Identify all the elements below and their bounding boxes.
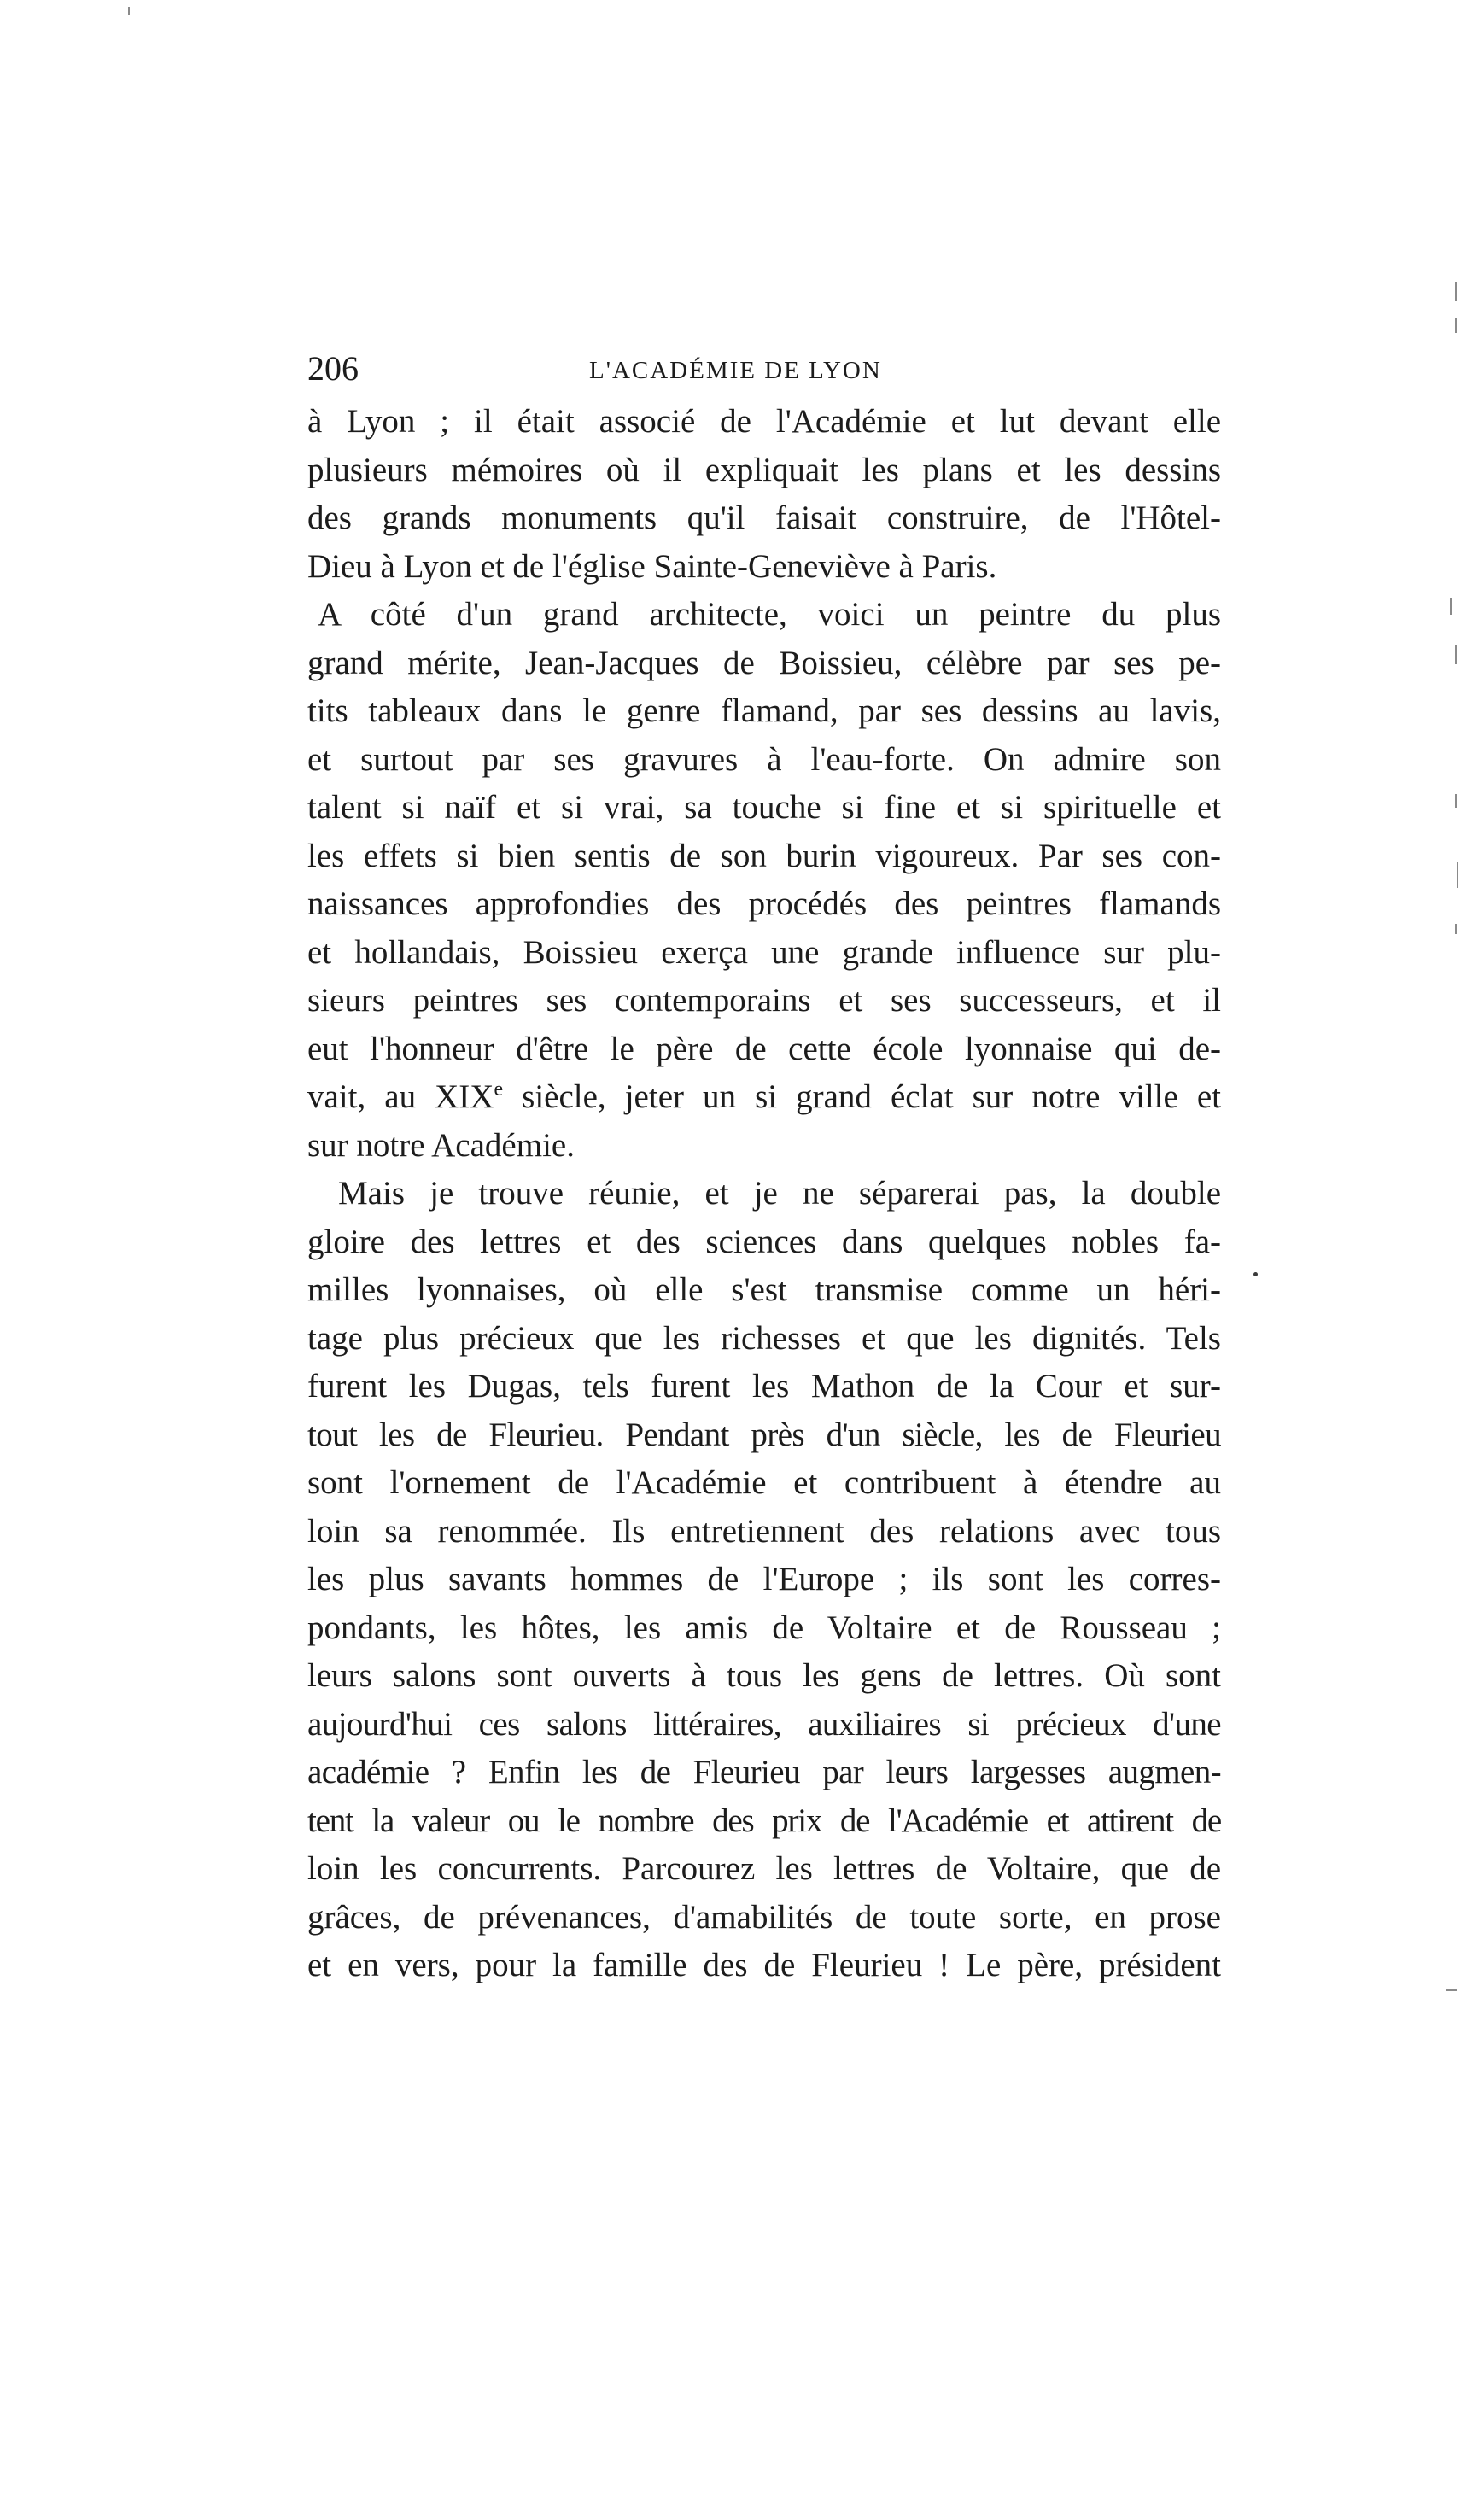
text-line-2: plusieurs mémoires où il expliquait les plans et les dessins [307, 451, 1221, 488]
text-line-16: sur notre Académie. [307, 1126, 575, 1164]
text-line-27: leurs salons sont ouverts à tous les gens de lettres. Où sont [307, 1657, 1221, 1694]
text-line-18: gloire des lettres et des sciences dans quelques nobles fa- [307, 1223, 1221, 1260]
text-line-24: loin sa renommée. Ils entretiennent des relations avec tous [307, 1512, 1221, 1550]
text-line-8: et surtout par ses gravures à l'eau-forte. On admire son [307, 740, 1221, 778]
scan-mark [1455, 645, 1457, 664]
page-number: 206 [307, 349, 359, 388]
text-line-5: A côté d'un grand architecte, voici un peintre du plus [318, 596, 1221, 633]
text-line-30: tent la valeur ou le nombre des prix de l'Académie et attirent de [307, 1802, 1221, 1839]
text-line-29: académie ? Enfin les de Fleurieu par leurs largesses augmen- [307, 1754, 1221, 1790]
text-line-26: pondants, les hôtes, les amis de Voltaire et de Rousseau ; [307, 1609, 1221, 1646]
scan-mark [1455, 794, 1457, 808]
text-line-15 [307, 1073, 1221, 1122]
text-line-23: sont l'ornement de l'Académie et contribuent à étendre au [307, 1464, 1221, 1501]
text-line-3: des grands monuments qu'il faisait construire, de l'Hôtel- [307, 499, 1221, 536]
scan-mark [1455, 924, 1457, 934]
text-line-25: les plus savants hommes de l'Europe ; ils sont les corres- [307, 1561, 1221, 1597]
text-line-33: et en vers, pour la famille des de Fleurieu ! Le père, président [307, 1947, 1221, 1983]
text-line-7: tits tableaux dans le genre flamand, par ses dessins au lavis, [307, 692, 1221, 729]
text-line-20: tage plus précieux que les richesses et que les dignités. Tels [307, 1319, 1221, 1357]
scan-dot [1253, 1272, 1258, 1276]
scan-mark [1455, 282, 1457, 301]
text-line-13: sieurs peintres ses contemporains et ses successeurs, et il [307, 982, 1221, 1019]
scan-mark [1457, 862, 1458, 888]
text-line-19: milles lyonnaises, où elle s'est transmise comme un héri- [307, 1271, 1221, 1308]
text-line-15-start: vait, au XIX [307, 1078, 494, 1115]
text-line-14: eut l'honneur d'être le père de cette école lyonnaise qui de- [307, 1030, 1221, 1067]
running-title: L'ACADÉMIE DE LYON [589, 357, 882, 384]
text-line-10: les effets si bien sentis de son burin vigoureux. Par ses con- [307, 837, 1221, 874]
text-line-4: Dieu à Lyon et de l'église Sainte-Geneviève à Paris. [307, 547, 997, 585]
text-line-1: à Lyon ; il était associé de l'Académie et lut devant elle [307, 403, 1221, 440]
scan-mark [128, 7, 130, 15]
text-line-11: naissances approfondies des procédés des peintres flamands [307, 885, 1221, 922]
text-line-12: et hollandais, Boissieu exerça une grande influence sur plu- [307, 933, 1221, 971]
text-line-17: Mais je trouve réunie, et je ne séparerai pas, la double [338, 1175, 1221, 1212]
scan-mark [1450, 598, 1452, 615]
body-text [307, 398, 1221, 1990]
running-head [307, 343, 1221, 394]
text-line-15-end: siècle, jeter un si grand éclat sur notre ville et [503, 1078, 1221, 1115]
text-line-28: aujourd'hui ces salons littéraires, auxiliaires si précieux d'une [307, 1705, 1221, 1743]
text-line-22: tout les de Fleurieu. Pendant près d'un siècle, les de Fleurieu [307, 1416, 1221, 1453]
text-line-9: talent si naïf et si vrai, sa touche si fine et si spirituelle et [307, 789, 1221, 826]
text-line-6: grand mérite, Jean-Jacques de Boissieu, célèbre par ses pe- [307, 644, 1221, 681]
text-line-21: furent les Dugas, tels furent les Mathon de la Cour et sur- [307, 1368, 1221, 1405]
scan-mark [1455, 318, 1457, 333]
text-line-31: loin les concurrents. Parcourez les lettres de Voltaire, que de [307, 1850, 1221, 1887]
scan-mark [1446, 1989, 1457, 1991]
text-line-32: grâces, de prévenances, d'amabilités de toute sorte, en prose [307, 1898, 1221, 1936]
superscript-e: e [494, 1078, 504, 1101]
